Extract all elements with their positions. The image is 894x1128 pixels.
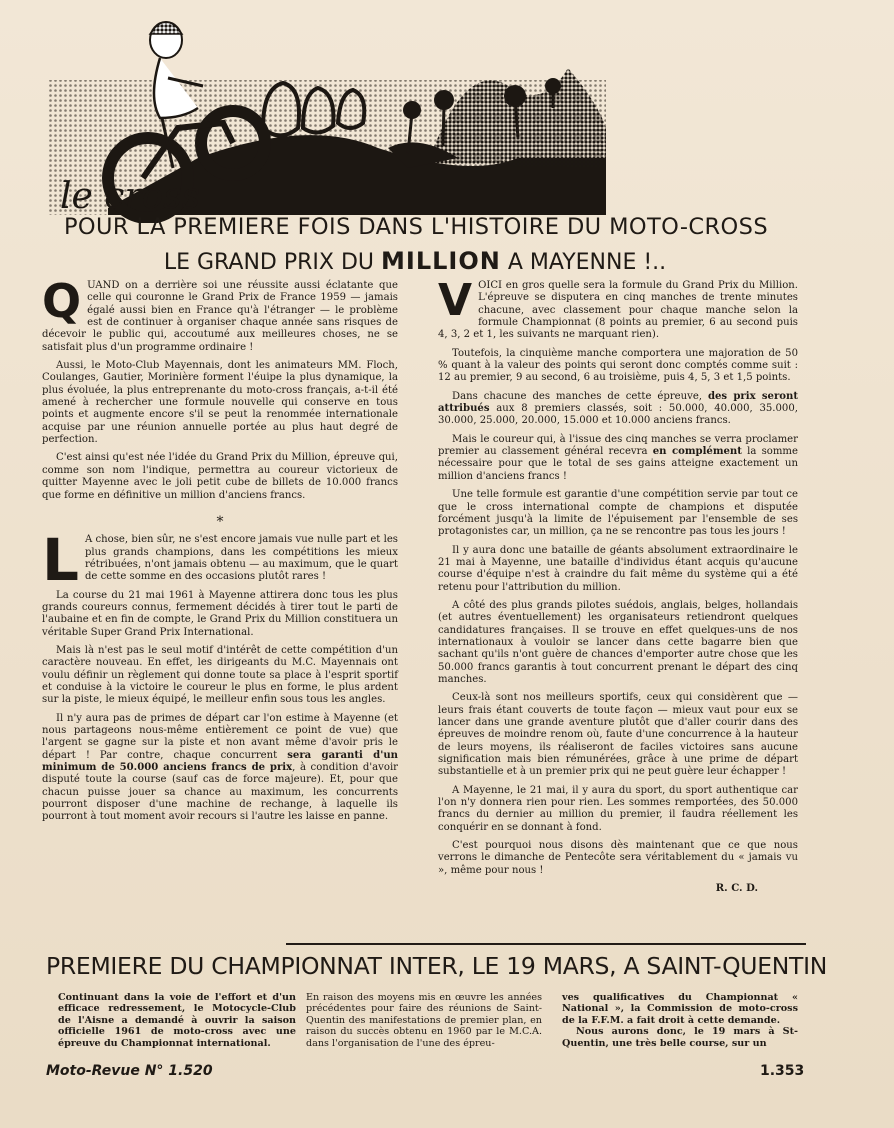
paragraph [438, 434, 798, 483]
paragraph-text: aux 8 premiers classés, soit : 50.000, 40.000, 35.000, 30.000, 25.000, 20.000, 15.000 et 10.000 anciens francs. [438, 403, 798, 427]
article-left-column [42, 274, 398, 830]
section-divider [286, 943, 806, 945]
paragraph [438, 275, 798, 342]
paragraph-text: Mais le coureur qui, à l'issue des cinq manches se verra proclamer premier au classement général recevra [438, 433, 798, 458]
paragraph: Toutefois, la cinquième manche comportera une majoration de 50 % quant à la valeur des points qui seront donc comptés comme suit : 12 au premier, 9 au second, 6 au troisième, puis 4, 5, 3 et 1,5 points. [438, 347, 798, 384]
author-signature: R. C. D. [715, 883, 758, 895]
bold-text: en complément [652, 446, 742, 458]
headline-part: A MAYENNE !.. [500, 250, 667, 275]
paragraph [42, 526, 398, 595]
drop-cap: V [438, 275, 473, 326]
drop-cap: L [42, 526, 79, 595]
banner-logo-text: le cross [60, 176, 201, 217]
paragraph: Ceux-là sont nos meilleurs sportifs, ceux qui considèrent que — leurs frais étant couverts de toute façon — mieux vaut pour eux se lancer dans une grande aventure plutôt que d'aller courir dans des épreuves de moindre renom où, faute d'une concurrence à la hauteur de leurs moyens, ils réaliseront de faciles victoires sans aucune signification mais bien rémunérées, grâce à une prime de départ substantielle et à un premier prix qui ne peut guère leur échapper ! [438, 692, 798, 778]
paragraph: C'est ainsi qu'est née l'idée du Grand Prix du Million, épreuve qui, comme son nom l'indique, permettra au coureur victorieux de quitter Mayenne avec le joli petit cube de billets de 10.000 francs que forme en définitive un million d'anciens francs. [42, 452, 398, 501]
bottom-column-2 [306, 992, 542, 1049]
bottom-column-1 [58, 992, 296, 1049]
paragraph [438, 391, 798, 428]
paragraph [42, 274, 398, 354]
paragraph: C'est pourquoi nous disons dès maintenant que ce que nous verrons le dimanche de Pentecôte sera véritablement du « jamais vu », même pour nous ! [438, 840, 798, 876]
paragraph: Une telle formule est garantie d'une compétition servie par tout ce que le cross international compte de champions et disputée forcément jusqu'à la limite de l'épuisement par l'ensemble de ses protagonistes car, un million, ça ne se rencontre pas tous les jours ! [438, 489, 798, 538]
magazine-footer [46, 1063, 213, 1079]
paragraph-text: la somme nécessaire pour que le total de ses gains atteigne exactement un million d'anciens francs ! [438, 446, 798, 482]
paragraph-text: OICI en gros quelle sera la formule du Grand Prix du Million. L'épreuve se disputera en cinq manches de trente minutes chacune, avec classement pour chaque manche selon la formule Championnat (8 points au premier, 6 au second puis 4, 3, 2 et 1, les suivants ne marquant rien). [438, 280, 798, 341]
secondary-headline: PREMIERE DU CHAMPIONNAT INTER, LE 19 MARS, A SAINT-QUENTIN [46, 952, 827, 980]
magazine-name: Moto-Revue [46, 1063, 140, 1079]
main-headline-line1: POUR LA PREMIERE FOIS DANS L'HISTOIRE DU MOTO-CROSS [63, 214, 769, 240]
bold-text: des prix seront attribués [438, 390, 798, 415]
paragraph-text: A chose, bien sûr, ne s'est encore jamais vue nulle part et les plus grands champions, dans les compétitions les mieux rétribuées, n'ont jamais obtenu — au maximum, que le quart de cette somme en des occasions plutôt rares ! [84, 534, 398, 583]
paragraph [42, 713, 398, 824]
paragraph: Aussi, le Moto-Club Mayennais, dont les animateurs MM. Floch, Coulanges, Gautier, Morinière forment l'éuipe la plus dynamique, la plus évoluée, la plus entreprenante du moto-cross français, a-t-il été amené à rechercher une formule nouvelle qui conserve en tous points et augmente encore s'il se peut la renommée internationale acquise par une réunion annuelle portée au plus haut degré de perfection. [42, 360, 398, 446]
paragraph-text: , à condition d'avoir disputé toute la course (sauf cas de force majeure). Et, pour que chacun puisse jouer sa chance au maximum, les concurrents pourront disposer d'une machine de rechange, à laquelle ils pourront à tout moment avoir recours si l'autre les laisse en panne. [42, 762, 398, 823]
paragraph: ves qualificatives du Championnat « National », la Commission de moto-cross de la F.F.M. a fait droit à cette demande. [562, 992, 798, 1026]
issue-number: N° 1.520 [144, 1063, 213, 1079]
headline-part: LE GRAND PRIX DU [163, 250, 382, 275]
bottom-column-3 [562, 992, 798, 1049]
paragraph: Nous aurons donc, le 19 mars à St-Quentin, une très belle course, sur un [562, 1026, 798, 1049]
paragraph-text: Il n'y aura pas de primes de départ car l'on estime à Mayenne (et nous partageons nous-même entièrement ce point de vue) que l'argent se gagne sur la piste et non avant même d'avoir pris le départ ! Par contre, chaque concurrent [42, 712, 398, 761]
paragraph: Il y aura donc une bataille de géants absolument extraordinaire le 21 mai à Mayenne, une bataille d'individus étant acquis qu'aucune course d'équipe n'est à craindre du fait même du système qui a été retenu pour l'attribution du million. [438, 544, 798, 593]
le-cross-banner-illustration [48, 8, 608, 223]
bold-text: sera garanti d'un minimum de 50.000 anciens francs de prix [42, 749, 398, 774]
headline-million: MILLION [381, 247, 501, 275]
drop-cap: Q [42, 274, 82, 328]
article-right-column [438, 275, 798, 895]
paragraph: En raison des moyens mis en œuvre les années précédentes pour faire des réunions de Saint-Quentin des manifestations de premier plan, en raison du succès obtenu en 1960 par le M.C.A. dans l'organisation de l'une des épreu- [306, 992, 542, 1049]
paragraph: Mais là n'est pas le seul motif d'intérêt de cette compétition d'un caractère nouveau. En effet, les dirigeants du M.C. Mayennais ont voulu définir un règlement qui donne toute sa place à l'esprit sportif et conduise à la victoire le coureur le plus en forme, le plus ardent sur la piste, le mieux équipé, le meilleur enfin sous tous les angles. [42, 644, 398, 706]
paragraph: Continuant dans la voie de l'effort et d'un efficace redressement, le Motocycle-Club de l'Aisne a demandé à ouvrir la saison officielle 1961 de moto-cross avec une épreuve du Championnat international. [58, 992, 296, 1049]
paragraph: A Mayenne, le 21 mai, il y aura du sport, du sport authentique car l'on n'y donnera rien pour rien. Les sommes remportées, des 50.000 francs du dernier au million du premier, il faudra réellement les conquérir en se donnant à fond. [438, 784, 798, 833]
paragraph-text: UAND on a derrière soi une réussite aussi éclatante que celle qui couronne le Grand Prix de France 1959 — jamais égalé aussi bien en France qu'à l'étranger — le problème est de continuer à organiser chaque année sans risques de décevoir le public qui, accoutumé aux meilleures choses, ne se satisfait plus d'un programme ordinaire ! [42, 280, 398, 353]
section-star: * [216, 513, 224, 530]
paragraph: La course du 21 mai 1961 à Mayenne attirera donc tous les plus grands coureurs connus, fermement décidés à tirer tout le parti de l'aubaine et en fin de compte, le Grand Prix du Million constituera un véritable Super Grand Prix International. [42, 589, 398, 638]
page-number: 1.353 [760, 1063, 805, 1079]
paragraph-text: Dans chacune des manches de cette épreuve, [452, 390, 708, 402]
main-headline-line2 [110, 247, 720, 275]
paragraph: A côté des plus grands pilotes suédois, anglais, belges, hollandais (et autres éventuellement) les organisateurs retiendront quelques candidatures françaises. Il se trouve en effet quelques-uns de nos internationaux à vouloir se lancer dans cette bagarre bien que sachant qu'ils n'ont guère de chances d'emporter autre chose que les 50.000 francs garantis à tout concurrent prenant le départ des cinq manches. [438, 599, 798, 685]
